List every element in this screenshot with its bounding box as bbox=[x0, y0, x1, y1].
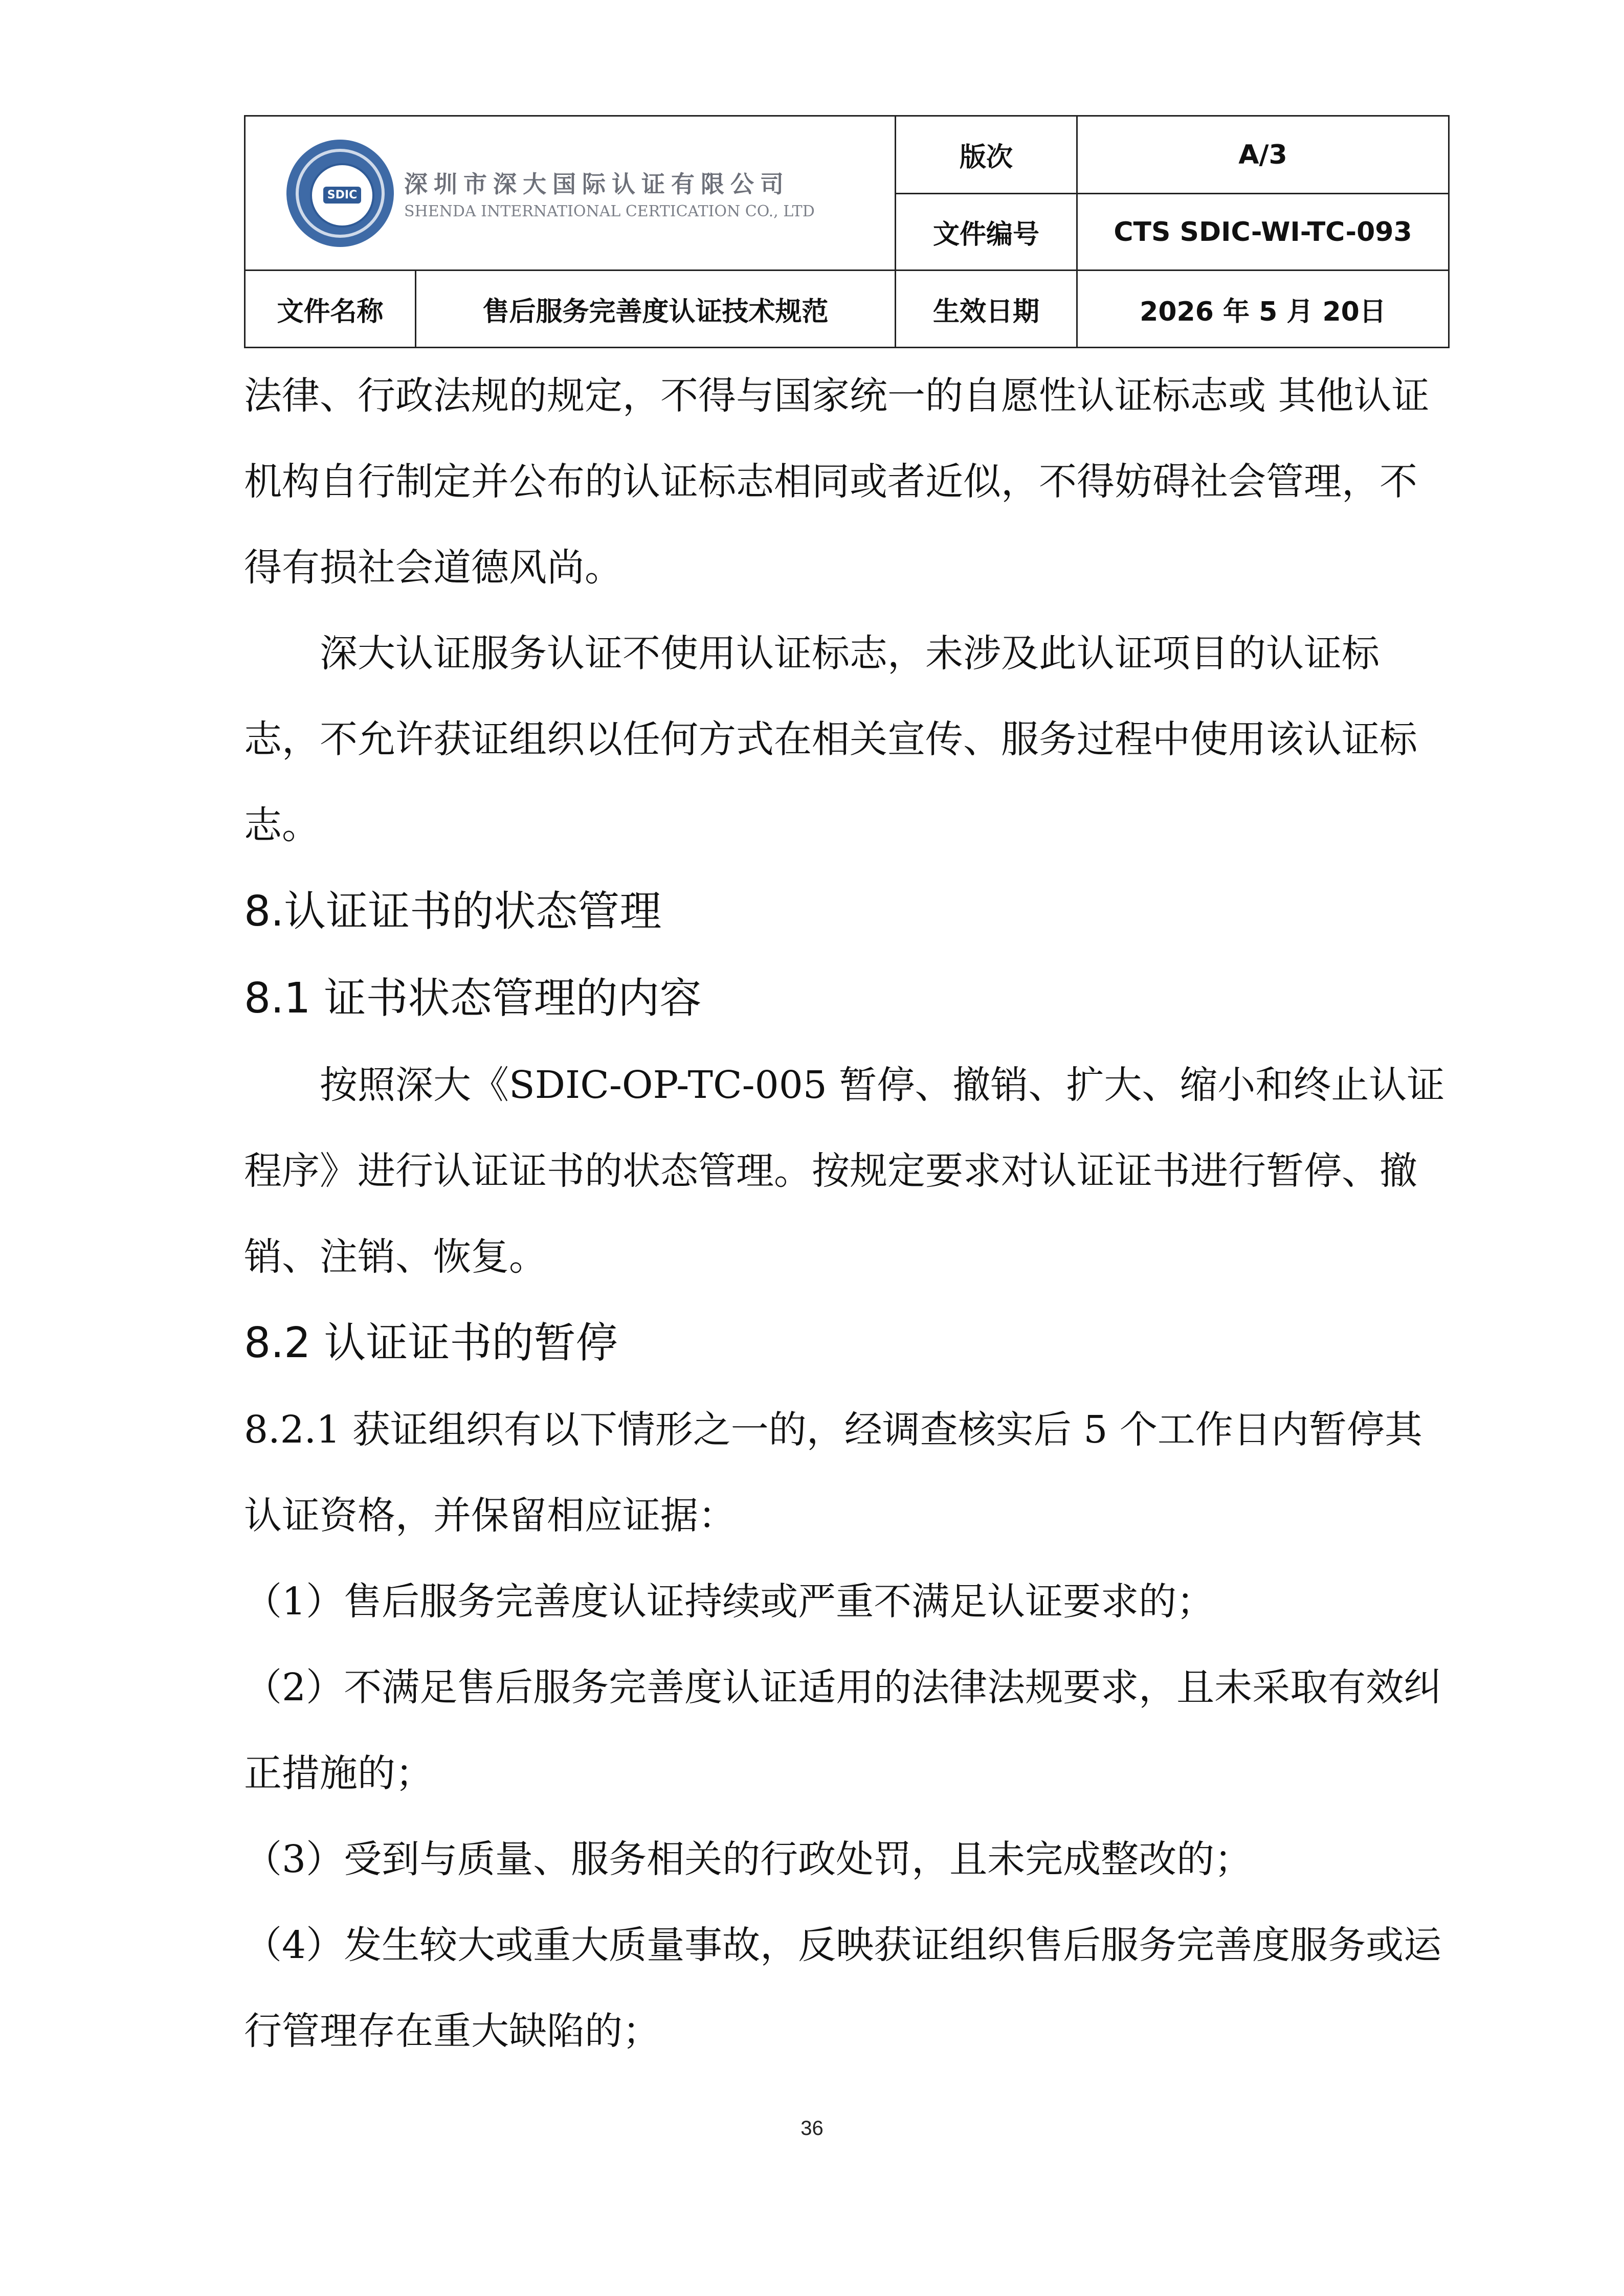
list-item-4: （4）发生较大或重大质量事故，反映获证组织售后服务完善度服务或运行管理存在重大缺陷的； bbox=[244, 1923, 1442, 2053]
list-item-2: （2）不满足售后服务完善度认证适用的法律法规要求，且未采取有效纠正措施的； bbox=[244, 1665, 1442, 1795]
doc-number-value: CTS SDIC-WI-TC-093 bbox=[1077, 194, 1449, 271]
document-header-table bbox=[244, 115, 1450, 348]
seal-label: SDIC bbox=[323, 187, 361, 204]
page-number: 36 bbox=[800, 2117, 824, 2140]
doc-name-value: 售后服务完善度认证技术规范 bbox=[416, 271, 896, 348]
effective-date-label: 生效日期 bbox=[896, 271, 1077, 348]
doc-name-label: 文件名称 bbox=[245, 271, 416, 348]
company-seal-logo bbox=[286, 140, 394, 247]
paragraph-status-management: 按照深大《SDIC-OP-TC-005 暂停、撤销、扩大、缩小和终止认证程序》进行认证证书的状态管理。按规定要求对认证证书进行暂停、撤销、注销、恢复。 bbox=[244, 1063, 1445, 1279]
section-heading-8: 8.认证证书的状态管理 bbox=[244, 887, 662, 936]
effective-date-value: 2026 年 5 月 20日 bbox=[1077, 271, 1449, 348]
company-logo-cell bbox=[245, 116, 896, 271]
section-heading-8-1: 8.1 证书状态管理的内容 bbox=[244, 974, 702, 1023]
version-label: 版次 bbox=[896, 116, 1077, 194]
section-heading-8-2: 8.2 认证证书的暂停 bbox=[244, 1319, 618, 1367]
paragraph-legal-restrictions: 法律、行政法规的规定，不得与国家统一的自愿性认证标志或 其他认证机构自行制定并公布的认证标志相同或者近似，不得妨碍社会管理，不得有损社会道德风尚。 bbox=[244, 374, 1430, 590]
company-name-en: SHENDA INTERNATIONAL CERTICATION CO., LTD bbox=[404, 202, 815, 220]
document-body bbox=[244, 353, 1451, 2074]
version-value: A/3 bbox=[1077, 116, 1449, 194]
company-name-cn: 深圳市深大国际认证有限公司 bbox=[404, 170, 790, 198]
paragraph-8-2-1: 8.2.1 获证组织有以下情形之一的，经调查核实后 5 个工作日内暂停其认证资格，并保留相应证据： bbox=[244, 1408, 1422, 1538]
list-item-3: （3）受到与质量、服务相关的行政处罚，且未完成整改的； bbox=[244, 1837, 1253, 1881]
doc-number-label: 文件编号 bbox=[896, 194, 1077, 271]
list-item-1: （1）售后服务完善度认证持续或严重不满足认证要求的； bbox=[244, 1580, 1215, 1624]
paragraph-no-mark-usage: 深大认证服务认证不使用认证标志，未涉及此认证项目的认证标志，不允许获证组织以任何方式在相关宣传、服务过程中使用该认证标志。 bbox=[244, 632, 1417, 847]
